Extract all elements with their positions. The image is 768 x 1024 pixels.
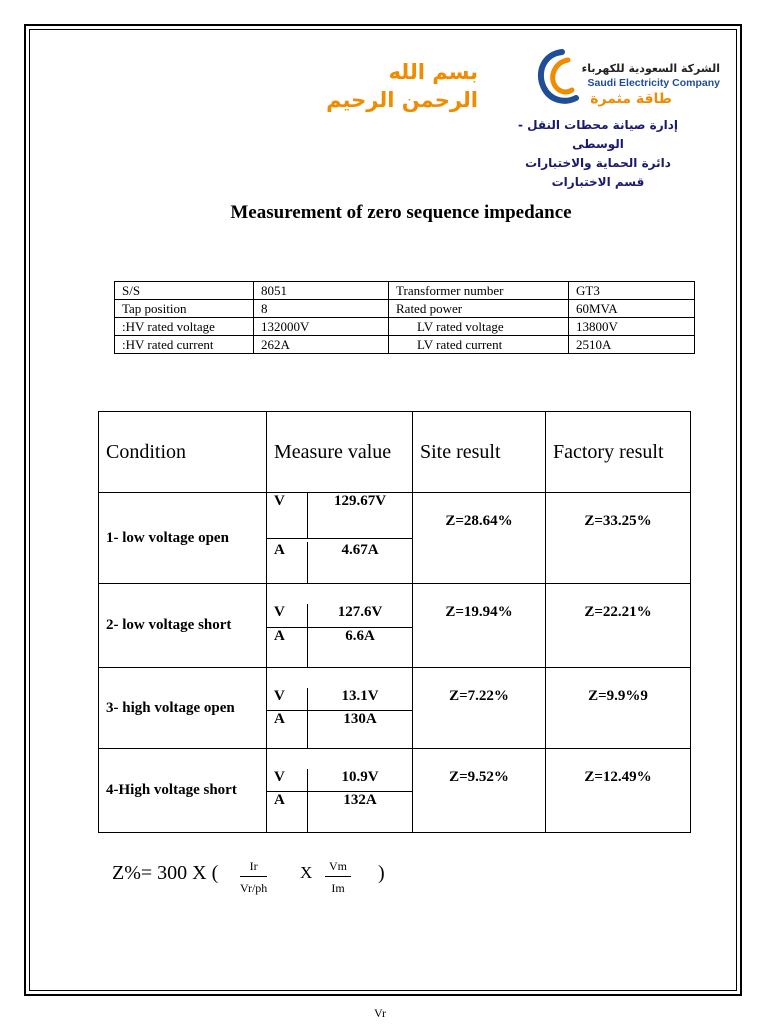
measure-cell [267, 668, 413, 749]
factory-result: Z=33.25% [546, 493, 691, 584]
department-line-3: قسم الاختبارات [551, 175, 645, 189]
formula-fraction-2 [325, 859, 351, 896]
current-measure [267, 792, 412, 832]
condition-label: 1- low voltage open [99, 493, 267, 584]
info-row [115, 300, 695, 318]
document-title: Measurement of zero sequence impedance [230, 202, 572, 223]
basmala-line-2: الرحمن الرحيم [326, 88, 478, 112]
measure-cell [267, 749, 413, 833]
site-result: Z=9.52% [413, 749, 546, 833]
basmala [300, 58, 478, 114]
info-row [115, 318, 695, 336]
voltage-unit: V [267, 769, 308, 791]
voltage-unit: V [267, 604, 308, 627]
page-footer: Vr [374, 1006, 386, 1020]
info-label: Rated power [389, 300, 569, 318]
condition-label: 3- high voltage open [99, 668, 267, 749]
info-label: S/S [115, 282, 254, 300]
condition-label: 4-High voltage short [99, 749, 267, 833]
company-name-english: Saudi Electricity Company [587, 77, 720, 89]
factory-result: Z=22.21% [546, 584, 691, 668]
current-value: 4.67A [341, 542, 379, 558]
header-measure-value: Measure value [267, 412, 413, 493]
current-unit: A [267, 711, 308, 748]
info-label: Tap position [115, 300, 254, 318]
impedance-results-table [98, 411, 691, 833]
measure-cell [267, 584, 413, 668]
fraction-1-denominator: Vr/ph [240, 881, 268, 895]
info-value: 60MVA [569, 300, 695, 318]
info-value: 8051 [254, 282, 389, 300]
voltage-value: 127.6V [337, 604, 383, 620]
current-value: 130A [343, 711, 377, 727]
department-line-2: دائرة الحماية والاختبارات [525, 156, 671, 170]
info-label: Transformer number [389, 282, 569, 300]
department-line-1: إدارة صيانة محطات النقل - الوسطى [517, 118, 679, 151]
department-block [508, 116, 688, 192]
header-condition: Condition [99, 412, 267, 493]
info-label: LV rated current [389, 336, 569, 354]
results-row [99, 668, 691, 749]
current-value: 6.6A [345, 628, 375, 644]
header-site-result: Site result [413, 412, 546, 493]
voltage-measure [267, 493, 412, 539]
info-label: :HV rated voltage [115, 318, 254, 336]
info-value: 13800V [569, 318, 695, 336]
info-label: LV rated voltage [389, 318, 569, 336]
transformer-info-table [114, 281, 695, 354]
formula-times: X [300, 863, 313, 882]
company-tagline: طاقة مثمرة [590, 91, 672, 107]
company-name [560, 62, 720, 90]
voltage-measure [267, 584, 412, 628]
current-unit: A [267, 792, 308, 832]
voltage-value: 129.67V [333, 493, 387, 509]
results-row [99, 749, 691, 833]
site-result: Z=7.22% [413, 668, 546, 749]
info-row [115, 336, 695, 354]
voltage-value: 13.1V [341, 688, 379, 704]
site-result: Z=28.64% [413, 493, 546, 584]
company-name-arabic: الشركة السعودية للكهرباء [581, 62, 720, 75]
fraction-2-denominator: Im [331, 881, 345, 895]
info-label: :HV rated current [115, 336, 254, 354]
info-value: 262A [254, 336, 389, 354]
condition-label: 2- low voltage short [99, 584, 267, 668]
factory-result: Z=9.9%9 [546, 668, 691, 749]
measure-cell [267, 493, 413, 584]
results-row [99, 584, 691, 668]
fraction-2-numerator: Vm [325, 859, 351, 877]
info-value: 8 [254, 300, 389, 318]
results-row [99, 493, 691, 584]
header-factory-result: Factory result [546, 412, 691, 493]
voltage-unit: V [267, 688, 308, 710]
current-value: 132A [343, 792, 377, 808]
formula-lhs: Z%= 300 X ( [112, 862, 219, 884]
info-value: 2510A [569, 336, 695, 354]
current-measure [267, 628, 412, 667]
info-value: 132000V [254, 318, 389, 336]
current-unit: A [267, 542, 308, 583]
formula-fraction-1 [240, 859, 267, 896]
formula-close-paren: ) [378, 862, 385, 884]
voltage-unit: V [267, 493, 308, 538]
current-unit: A [267, 628, 308, 667]
info-value: GT3 [569, 282, 695, 300]
info-row [115, 282, 695, 300]
results-header-row [99, 412, 691, 493]
voltage-value: 10.9V [341, 769, 379, 785]
basmala-line-1: بسم الله [388, 60, 478, 84]
voltage-measure [267, 749, 412, 792]
voltage-measure [267, 668, 412, 711]
factory-result: Z=12.49% [546, 749, 691, 833]
current-measure [267, 539, 412, 583]
current-measure [267, 711, 412, 748]
site-result: Z=19.94% [413, 584, 546, 668]
fraction-1-numerator: Ir [240, 859, 267, 877]
